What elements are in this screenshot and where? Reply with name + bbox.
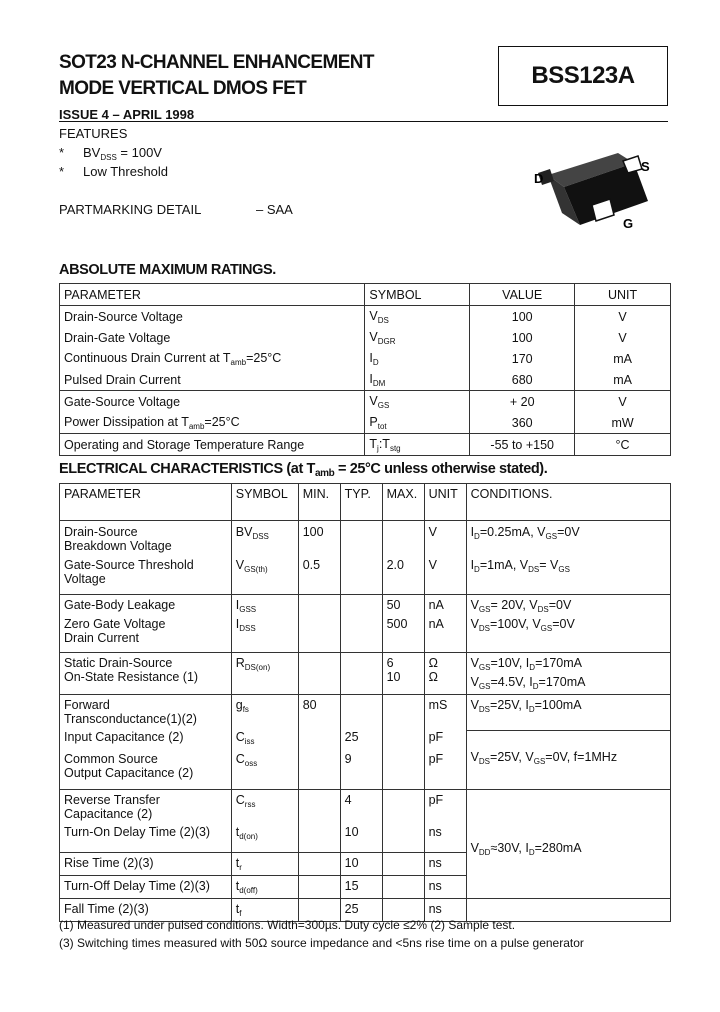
ec-symbol xyxy=(231,875,298,898)
ec-typ xyxy=(340,558,382,595)
ec-conditions xyxy=(466,789,670,898)
amr-param xyxy=(60,348,365,369)
ec-param xyxy=(60,558,232,595)
amr-symbol-text: V xyxy=(369,393,378,408)
ec-conditions-text: $I_D=0.25mA$, $V_{GS}=0V$ xyxy=(470,525,580,541)
ec-max xyxy=(382,825,424,852)
ec-param-line: Turn-Off Delay Time (2)(3) xyxy=(64,878,210,893)
ec-param-line: Gate-Source Threshold xyxy=(64,557,194,572)
ec-conditions-text: $I_D=1mA$, $V_{DS}= V_{GS}$ xyxy=(470,557,570,574)
ec-symbol-text: t xyxy=(235,901,240,916)
amr-col-header: PARAMETER xyxy=(60,284,365,306)
ec-col-header: CONDITIONS. xyxy=(466,484,670,521)
ec-symbol-sub: d(off) xyxy=(239,885,258,895)
ec-symbol-text: C xyxy=(235,792,245,807)
ec-max-line: 10 xyxy=(386,669,401,684)
amr-param xyxy=(60,412,365,434)
ec-unit: mS xyxy=(424,694,466,730)
ec-unit: ns xyxy=(424,825,466,852)
amr-row xyxy=(60,391,671,413)
amr-value: 100 xyxy=(470,306,575,328)
ec-symbol-text: R xyxy=(235,655,245,670)
ec-max-line: 6 xyxy=(386,655,394,670)
ec-param xyxy=(60,789,232,825)
ec-typ: 25 xyxy=(340,898,382,921)
ec-symbol xyxy=(231,652,298,694)
ec-conditions xyxy=(466,521,670,558)
ec-typ: 15 xyxy=(340,875,382,898)
ec-max xyxy=(382,875,424,898)
ec-typ xyxy=(340,595,382,618)
ec-symbol xyxy=(231,730,298,752)
amr-param-text: Power Dissipation at T xyxy=(64,414,189,429)
ec-min xyxy=(298,595,340,618)
ec-conditions-line: $V_{GS}=10V$, $I_D=170mA$ xyxy=(470,655,582,672)
amr-symbol-text: I xyxy=(369,371,373,386)
part-number: BSS123A xyxy=(531,62,635,89)
amr-param-text: Pulsed Drain Current xyxy=(64,372,181,387)
ec-param-line: Turn-On Delay Time (2)(3) xyxy=(64,825,211,839)
amr-param xyxy=(60,434,365,456)
ec-row xyxy=(60,521,671,558)
ec-typ xyxy=(340,617,382,652)
amr-param-text: Drain-Gate Voltage xyxy=(64,330,171,345)
ec-row xyxy=(60,595,671,618)
ec-param xyxy=(60,595,232,618)
ec-symbol-text: I xyxy=(235,617,240,631)
ec-param-line: Capacitance (2) xyxy=(64,806,153,821)
amr-unit: mA xyxy=(575,369,671,391)
ec-symbol-sub: r xyxy=(239,862,242,872)
ec-param-line: Gate-Body Leakage xyxy=(64,598,176,612)
ec-max xyxy=(382,652,424,694)
amr-param xyxy=(60,391,365,413)
ec-symbol xyxy=(231,558,298,595)
sot23-package-drawing xyxy=(520,135,670,240)
ec-typ: 10 xyxy=(340,852,382,875)
amr-param-text: Continuous Drain Current at T xyxy=(64,350,231,365)
ec-param-line: Voltage xyxy=(64,571,106,586)
amr-symbol xyxy=(365,412,470,434)
ec-typ xyxy=(340,694,382,730)
ec-col-header: UNIT xyxy=(424,484,466,521)
bullet-star: * xyxy=(59,145,65,160)
ec-param-line: On-State Resistance (1) xyxy=(64,669,199,684)
ec-symbol xyxy=(231,617,298,652)
ec-unit: ns xyxy=(424,852,466,875)
ec-typ xyxy=(340,521,382,558)
ec-typ: 10 xyxy=(340,825,382,852)
ec-symbol-text: C xyxy=(235,752,245,766)
title-line-1: SOT23 N-CHANNEL ENHANCEMENT xyxy=(59,52,374,73)
ec-min: 0.5 xyxy=(298,558,340,595)
pin-s-label: S xyxy=(641,159,650,174)
amr-value: 360 xyxy=(470,412,575,434)
ec-max xyxy=(382,852,424,875)
ec-symbol-sub: DSS xyxy=(239,624,256,633)
ec-conditions xyxy=(466,595,670,618)
ec-max xyxy=(382,521,424,558)
ec-typ: 9 xyxy=(340,752,382,789)
amr-symbol-text: P xyxy=(369,414,378,429)
ec-max xyxy=(382,730,424,752)
ec-symbol-text: I xyxy=(235,598,240,612)
ec-param xyxy=(60,694,232,730)
ec-param-line: Drain-Source xyxy=(64,525,138,539)
ec-heading xyxy=(59,461,547,479)
ec-typ xyxy=(340,652,382,694)
amr-symbol xyxy=(365,306,470,328)
ec-param-line: Input Capacitance (2) xyxy=(64,730,184,744)
amr-value: 170 xyxy=(470,348,575,369)
amr-symbol-sub: D xyxy=(372,357,379,367)
ec-heading-sub: amb xyxy=(315,468,335,479)
ec-table xyxy=(59,483,671,922)
amr-param xyxy=(60,369,365,391)
amr-row xyxy=(60,369,671,391)
ec-row xyxy=(60,789,671,825)
amr-col-header: VALUE xyxy=(470,284,575,306)
ec-conditions xyxy=(466,694,670,730)
amr-row xyxy=(60,306,671,328)
ec-conditions-text: $V_{DS}=25V$, $I_D=100mA$ xyxy=(470,697,582,714)
amr-col-header: SYMBOL xyxy=(365,284,470,306)
ec-symbol xyxy=(231,852,298,875)
amr-symbol xyxy=(365,369,470,391)
ec-param xyxy=(60,521,232,558)
ec-symbol-sub: GSS xyxy=(239,605,257,614)
ec-symbol-sub: DS(on) xyxy=(244,662,271,672)
amr-symbol-text: T xyxy=(369,436,378,451)
document-title xyxy=(59,50,374,102)
ec-col-header: MAX. xyxy=(382,484,424,521)
amr-symbol xyxy=(365,434,470,456)
ec-symbol-text: t xyxy=(235,855,240,870)
ec-param-line: Rise Time (2)(3) xyxy=(64,855,154,870)
amr-unit: V xyxy=(575,391,671,413)
amr-unit: V xyxy=(575,306,671,328)
amr-symbol-sub: DGR xyxy=(377,336,396,346)
amr-heading: ABSOLUTE MAXIMUM RATINGS. xyxy=(59,262,276,278)
amr-symbol xyxy=(365,391,470,413)
feature-text: Low Threshold xyxy=(83,164,169,179)
feature-text: BV xyxy=(83,145,101,160)
amr-col-header: UNIT xyxy=(575,284,671,306)
amr-table xyxy=(59,283,671,456)
amr-row xyxy=(60,327,671,348)
amr-param-sub: amb xyxy=(230,357,247,367)
ec-symbol xyxy=(231,521,298,558)
header-divider xyxy=(59,121,668,122)
ec-param xyxy=(60,875,232,898)
ec-conditions-text: $V_{DS}=25V$, $V_{GS}=0V$, f=1MHz xyxy=(470,750,618,766)
ec-symbol-text: BV xyxy=(235,525,253,539)
ec-symbol-text: V xyxy=(235,557,245,572)
ec-symbol-sub: iss xyxy=(244,737,255,746)
ec-header-row xyxy=(60,484,671,521)
ec-param-line: Static Drain-Source xyxy=(64,655,173,670)
amr-value: 680 xyxy=(470,369,575,391)
footnote: (1) Measured under pulsed conditions. Width=300µs. Duty cycle ≤2% (2) Sample test. xyxy=(59,918,516,932)
ec-param-line: Common Source xyxy=(64,752,158,766)
ec-unit-line: Ω xyxy=(428,669,438,684)
ec-max: 500 xyxy=(382,617,424,652)
amr-param-post: =25°C xyxy=(204,414,240,429)
ec-symbol-sub: oss xyxy=(244,759,258,768)
ec-col-header: TYP. xyxy=(340,484,382,521)
ec-symbol xyxy=(231,595,298,618)
amr-unit: °C xyxy=(575,434,671,456)
amr-unit: V xyxy=(575,327,671,348)
ec-conditions-text: $V_{DD}\approx 30V$, $I_D=280mA$ xyxy=(470,841,582,857)
ec-unit: ns xyxy=(424,875,466,898)
amr-row xyxy=(60,434,671,456)
amr-symbol-sub: j xyxy=(377,443,379,453)
ec-conditions-line: $V_{GS}=4.5V$, $I_D=170mA$ xyxy=(470,674,586,691)
ec-param-line: Breakdown Voltage xyxy=(64,539,172,553)
ec-min xyxy=(298,752,340,789)
features-heading: FEATURES xyxy=(59,126,128,141)
ec-param-line: Forward xyxy=(64,697,110,712)
ec-symbol xyxy=(231,825,298,852)
feature-text-post: = 100V xyxy=(116,145,162,160)
ec-symbol xyxy=(231,694,298,730)
ec-symbol-sub: DSS xyxy=(252,532,269,541)
ec-param-line: Fall Time (2)(3) xyxy=(64,901,149,916)
partmarking-value: – SAA xyxy=(256,202,293,217)
footnote: (3) Switching times measured with 50Ω source impedance and <5ns rise time on a pulse generator xyxy=(59,936,584,950)
amr-symbol-sub: DS xyxy=(377,315,389,325)
amr-param-text: Operating and Storage Temperature Range xyxy=(64,437,305,452)
issue-date: ISSUE 4 – APRIL 1998 xyxy=(59,107,195,122)
amr-symbol xyxy=(365,348,470,369)
ec-conditions-text: $V_{GS}= 20V$, $V_{DS}=0V$ xyxy=(470,598,572,614)
ec-min xyxy=(298,652,340,694)
amr-symbol-text: V xyxy=(369,308,378,323)
amr-param-post: =25°C xyxy=(246,350,282,365)
ec-min xyxy=(298,730,340,752)
amr-param xyxy=(60,327,365,348)
ec-min: 100 xyxy=(298,521,340,558)
ec-param-line: Drain Current xyxy=(64,631,140,645)
ec-conditions xyxy=(466,558,670,595)
ec-min xyxy=(298,617,340,652)
feature-sub: DSS xyxy=(100,153,117,162)
ec-row xyxy=(60,652,671,694)
ec-unit xyxy=(424,652,466,694)
ec-heading-pre: ELECTRICAL CHARACTERISTICS (at T xyxy=(59,461,315,477)
ec-unit-line: Ω xyxy=(428,655,438,670)
ec-max xyxy=(382,789,424,825)
ec-row xyxy=(60,558,671,595)
part-number-box xyxy=(498,46,668,106)
amr-symbol-sub: DM xyxy=(372,378,386,388)
title-line-2: MODE VERTICAL DMOS FET xyxy=(59,78,307,99)
ec-symbol-sub: d(on) xyxy=(239,832,258,841)
ec-param xyxy=(60,752,232,789)
ec-min: 80 xyxy=(298,694,340,730)
ec-param-line: Reverse Transfer xyxy=(64,792,160,807)
ec-param xyxy=(60,617,232,652)
ec-unit: pF xyxy=(424,752,466,789)
amr-symbol-mid: :T xyxy=(378,436,390,451)
ec-min xyxy=(298,875,340,898)
amr-value: + 20 xyxy=(470,391,575,413)
ec-unit: V xyxy=(424,558,466,595)
amr-value: -55 to +150 xyxy=(470,434,575,456)
ec-col-header: PARAMETER xyxy=(60,484,232,521)
ec-unit: pF xyxy=(424,730,466,752)
ec-col-header: SYMBOL xyxy=(231,484,298,521)
amr-symbol-sub: GS xyxy=(377,400,390,410)
ec-heading-post: = 25°C unless otherwise stated). xyxy=(334,461,548,477)
ec-symbol-text: g xyxy=(235,697,243,712)
ec-param xyxy=(60,825,232,852)
ec-min xyxy=(298,789,340,825)
ec-min xyxy=(298,825,340,852)
ec-max xyxy=(382,694,424,730)
ec-symbol-sub: GS(th) xyxy=(244,564,268,574)
ec-symbol-sub: rss xyxy=(244,799,256,809)
amr-param-text: Gate-Source Voltage xyxy=(64,394,181,409)
ec-symbol-text: t xyxy=(235,825,240,839)
ec-conditions xyxy=(466,730,670,789)
ec-min xyxy=(298,852,340,875)
feature-item xyxy=(59,164,168,179)
ec-unit: nA xyxy=(424,617,466,652)
ec-conditions xyxy=(466,617,670,652)
amr-unit: mW xyxy=(575,412,671,434)
ec-param-line: Transconductance(1)(2) xyxy=(64,711,197,726)
amr-symbol xyxy=(365,327,470,348)
ec-row xyxy=(60,730,671,752)
ec-symbol-sub: f xyxy=(239,908,242,918)
ec-row xyxy=(60,694,671,730)
ec-param xyxy=(60,852,232,875)
amr-param-sub: amb xyxy=(188,421,205,431)
amr-unit: mA xyxy=(575,348,671,369)
ec-param-line: Output Capacitance (2) xyxy=(64,766,194,780)
ec-param xyxy=(60,730,232,752)
pin-g-label: G xyxy=(623,216,634,231)
ec-conditions-text: $V_{DS}=100V$, $V_{GS}=0V$ xyxy=(470,617,575,633)
ec-symbol-text: C xyxy=(235,730,245,744)
amr-row xyxy=(60,412,671,434)
ec-max xyxy=(382,752,424,789)
pin-d-label: D xyxy=(534,171,544,186)
ec-row xyxy=(60,617,671,652)
ec-max: 50 xyxy=(382,595,424,618)
amr-param xyxy=(60,306,365,328)
feature-item xyxy=(59,145,162,162)
ec-symbol-sub: fs xyxy=(242,704,249,714)
ec-symbol-text: t xyxy=(235,878,240,893)
amr-row xyxy=(60,348,671,369)
amr-symbol-sub: tot xyxy=(377,421,387,431)
ec-unit: ns xyxy=(424,898,466,921)
ec-conditions xyxy=(466,652,670,694)
amr-header-row xyxy=(60,284,671,306)
ec-unit: pF xyxy=(424,789,466,825)
amr-value: 100 xyxy=(470,327,575,348)
bullet-star: * xyxy=(59,164,65,179)
amr-symbol-text: I xyxy=(369,350,373,365)
ec-param-line: Zero Gate Voltage xyxy=(64,617,166,631)
partmarking-label: PARTMARKING DETAIL xyxy=(59,202,202,217)
ec-unit: V xyxy=(424,521,466,558)
ec-typ: 4 xyxy=(340,789,382,825)
ec-param xyxy=(60,652,232,694)
ec-symbol xyxy=(231,789,298,825)
amr-symbol-text: V xyxy=(369,329,378,344)
ec-symbol xyxy=(231,752,298,789)
amr-symbol-sub: stg xyxy=(389,443,401,453)
ec-col-header: MIN. xyxy=(298,484,340,521)
amr-param-text: Drain-Source Voltage xyxy=(64,309,183,324)
ec-max: 2.0 xyxy=(382,558,424,595)
ec-unit: nA xyxy=(424,595,466,618)
ec-typ: 25 xyxy=(340,730,382,752)
